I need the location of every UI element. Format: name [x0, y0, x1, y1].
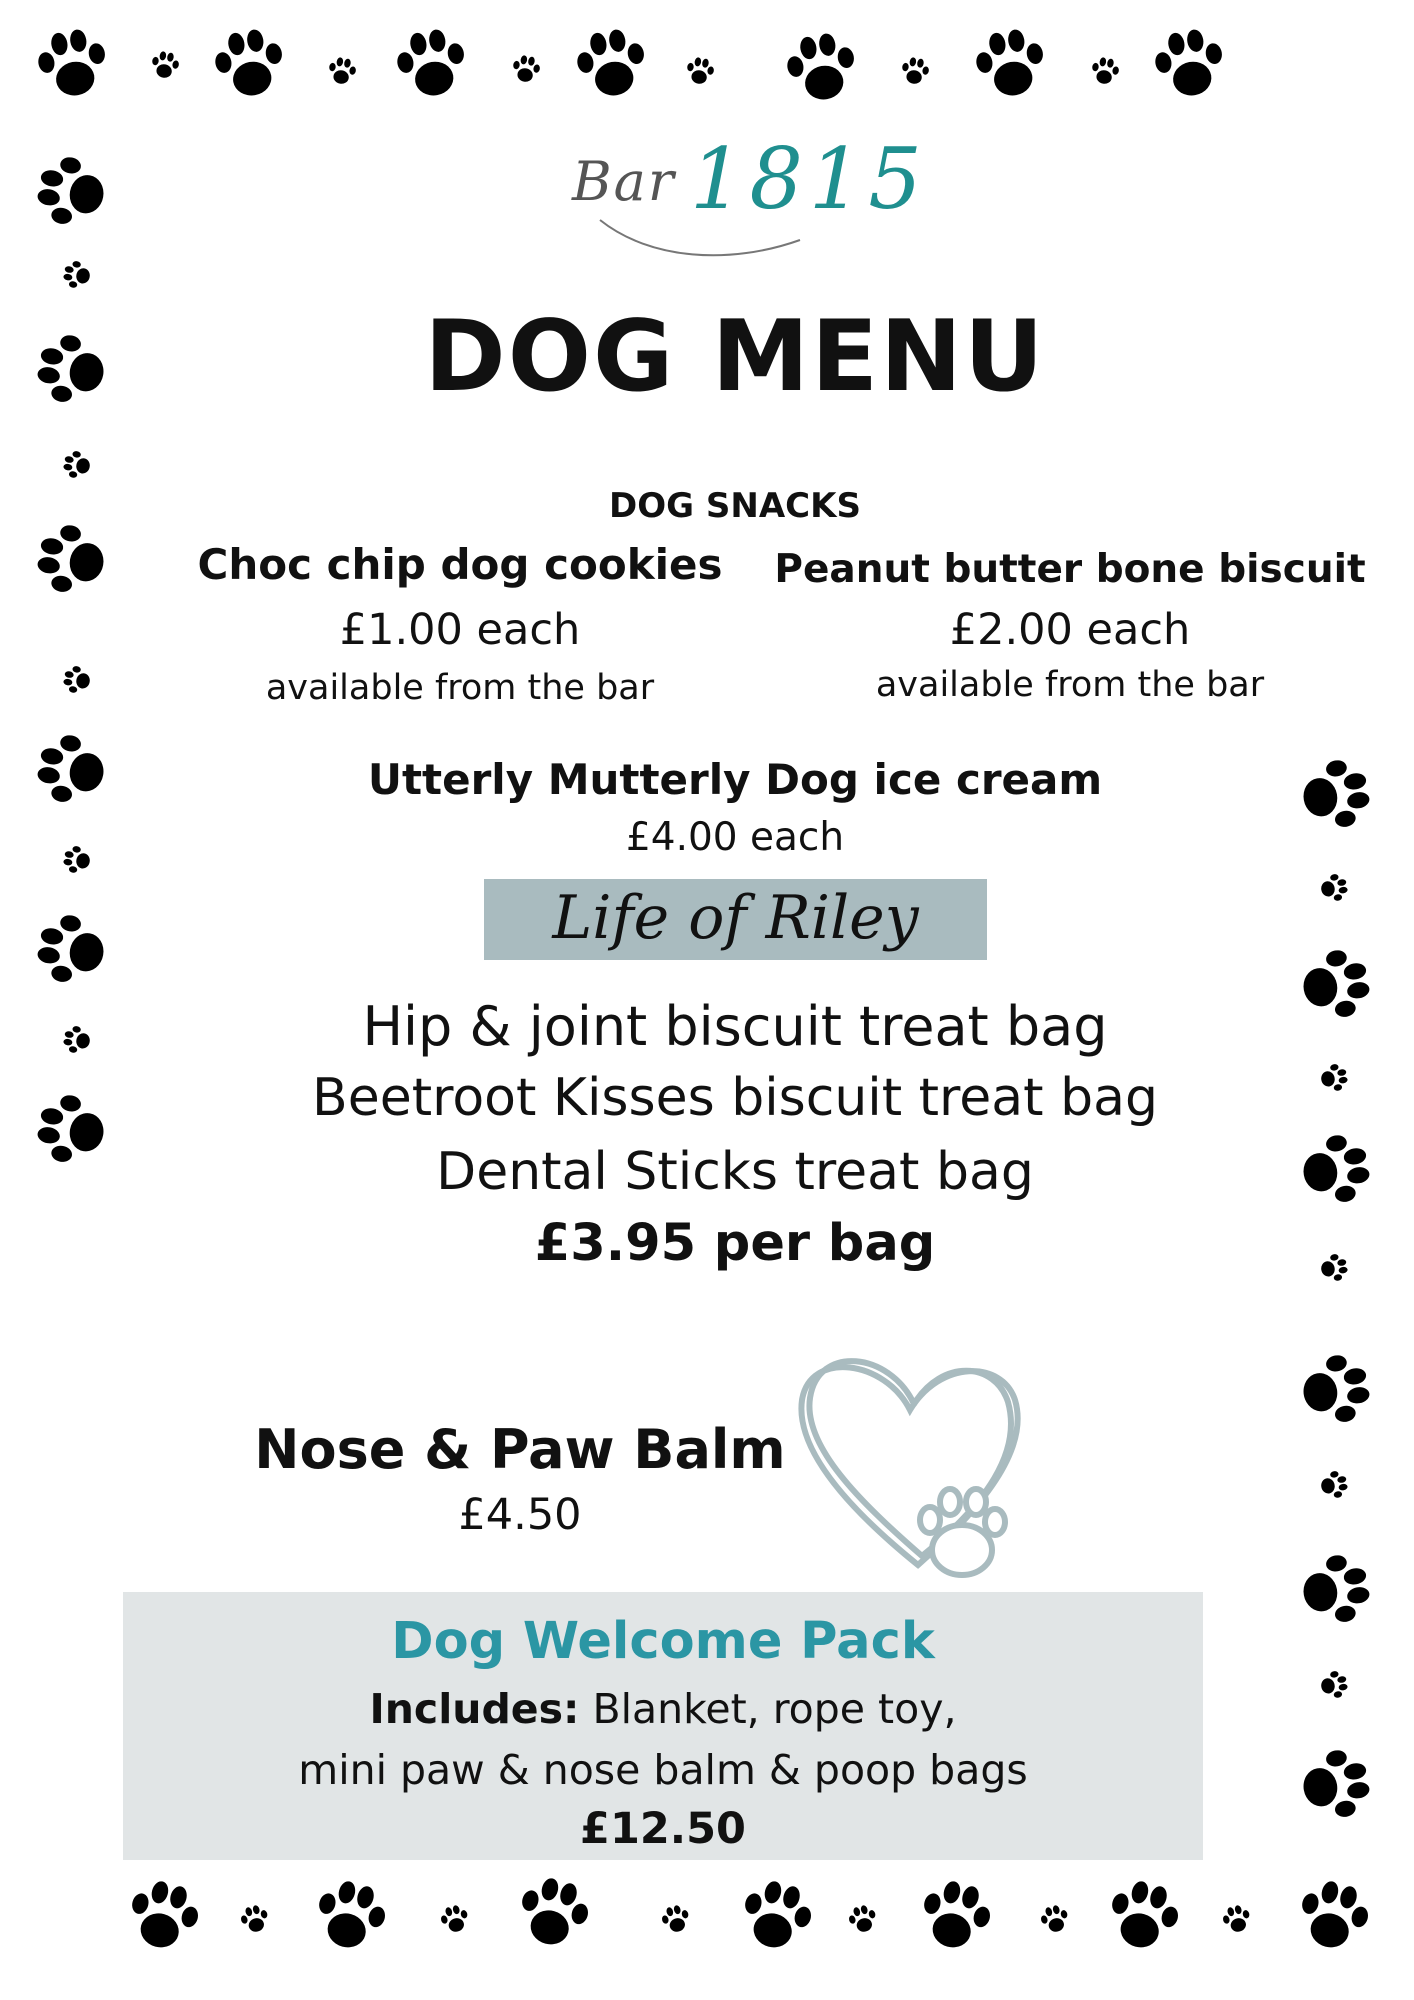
paw-print-icon	[782, 30, 862, 110]
includes-items: Blanket, rope toy,	[579, 1685, 957, 1733]
paw-print-icon	[34, 152, 114, 232]
paw-print-icon	[123, 1878, 203, 1958]
paw-print-icon	[915, 1878, 995, 1958]
balm-name: Nose & Paw Balm	[254, 1418, 786, 1481]
welcome-pack-includes-line2: mini paw & nose balm & poop bags	[298, 1746, 1028, 1794]
paw-print-icon	[1089, 56, 1121, 88]
logo-prefix: Bar	[572, 150, 676, 213]
logo-year: 1815	[690, 130, 928, 228]
paw-print-icon	[1103, 1878, 1183, 1958]
page-title: DOG MENU	[424, 300, 1046, 414]
paw-print-icon	[1293, 1878, 1373, 1958]
section-heading-snacks: DOG SNACKS	[609, 486, 861, 526]
paw-print-icon	[149, 50, 181, 82]
logo-swoosh-icon	[560, 130, 900, 280]
snack-price-2: £2.00 each	[949, 605, 1191, 655]
paw-print-icon	[326, 56, 358, 88]
heart-paw-icon	[790, 1340, 1040, 1590]
ice-cream-name: Utterly Mutterly Dog ice cream	[367, 755, 1103, 804]
paw-print-icon	[899, 56, 931, 88]
brand-banner	[484, 879, 987, 960]
brand-name: Life of Riley	[552, 883, 919, 953]
paw-print-icon	[736, 1878, 816, 1958]
welcome-pack-price: £12.50	[580, 1804, 746, 1854]
paw-print-icon	[684, 56, 716, 88]
treat-price: £3.95 per bag	[534, 1214, 936, 1273]
paw-print-icon	[62, 259, 94, 291]
welcome-pack-title: Dog Welcome Pack	[391, 1612, 935, 1671]
snack-name-1: Choc chip dog cookies	[197, 540, 723, 589]
paw-print-icon	[1293, 1350, 1373, 1430]
paw-print-icon	[392, 26, 472, 106]
paw-print-icon	[1150, 26, 1230, 106]
paw-print-icon	[1317, 872, 1349, 904]
snack-note-1: available from the bar	[265, 668, 655, 708]
paw-print-icon	[660, 1904, 692, 1936]
paw-print-icon	[33, 26, 113, 106]
paw-print-icon	[210, 26, 290, 106]
snack-name-2: Peanut butter bone biscuit	[774, 547, 1366, 592]
paw-print-icon	[62, 664, 94, 696]
paw-print-icon	[310, 1878, 390, 1958]
paw-print-icon	[847, 1904, 879, 1936]
treat-item-1: Hip & joint biscuit treat bag	[362, 995, 1108, 1058]
welcome-pack-box	[123, 1592, 1203, 1860]
paw-print-icon	[62, 449, 94, 481]
paw-print-icon	[1317, 1469, 1349, 1501]
treat-item-2: Beetroot Kisses biscuit treat bag	[312, 1068, 1158, 1128]
paw-print-icon	[1293, 1550, 1373, 1630]
paw-print-icon	[439, 1904, 471, 1936]
paw-print-icon	[34, 520, 114, 600]
paw-print-icon	[572, 26, 652, 106]
paw-print-icon	[1221, 1904, 1253, 1936]
snack-note-2: available from the bar	[875, 665, 1265, 705]
paw-print-icon	[510, 54, 542, 86]
treat-item-3: Dental Sticks treat bag	[436, 1142, 1034, 1202]
welcome-pack-includes-line1	[123, 1685, 1203, 1733]
balm-price: £4.50	[458, 1490, 582, 1540]
ice-cream-price: £4.00 each	[625, 815, 845, 860]
snack-price-1: £1.00 each	[339, 605, 581, 655]
includes-label: Includes:	[369, 1685, 580, 1733]
logo	[560, 130, 928, 280]
paw-print-icon	[1317, 1669, 1349, 1701]
paw-print-icon	[34, 910, 114, 990]
paw-print-icon	[239, 1904, 271, 1936]
paw-print-icon	[1293, 1745, 1373, 1825]
paw-print-icon	[1039, 1904, 1071, 1936]
paw-print-icon	[971, 26, 1051, 106]
paw-print-icon	[513, 1875, 593, 1955]
